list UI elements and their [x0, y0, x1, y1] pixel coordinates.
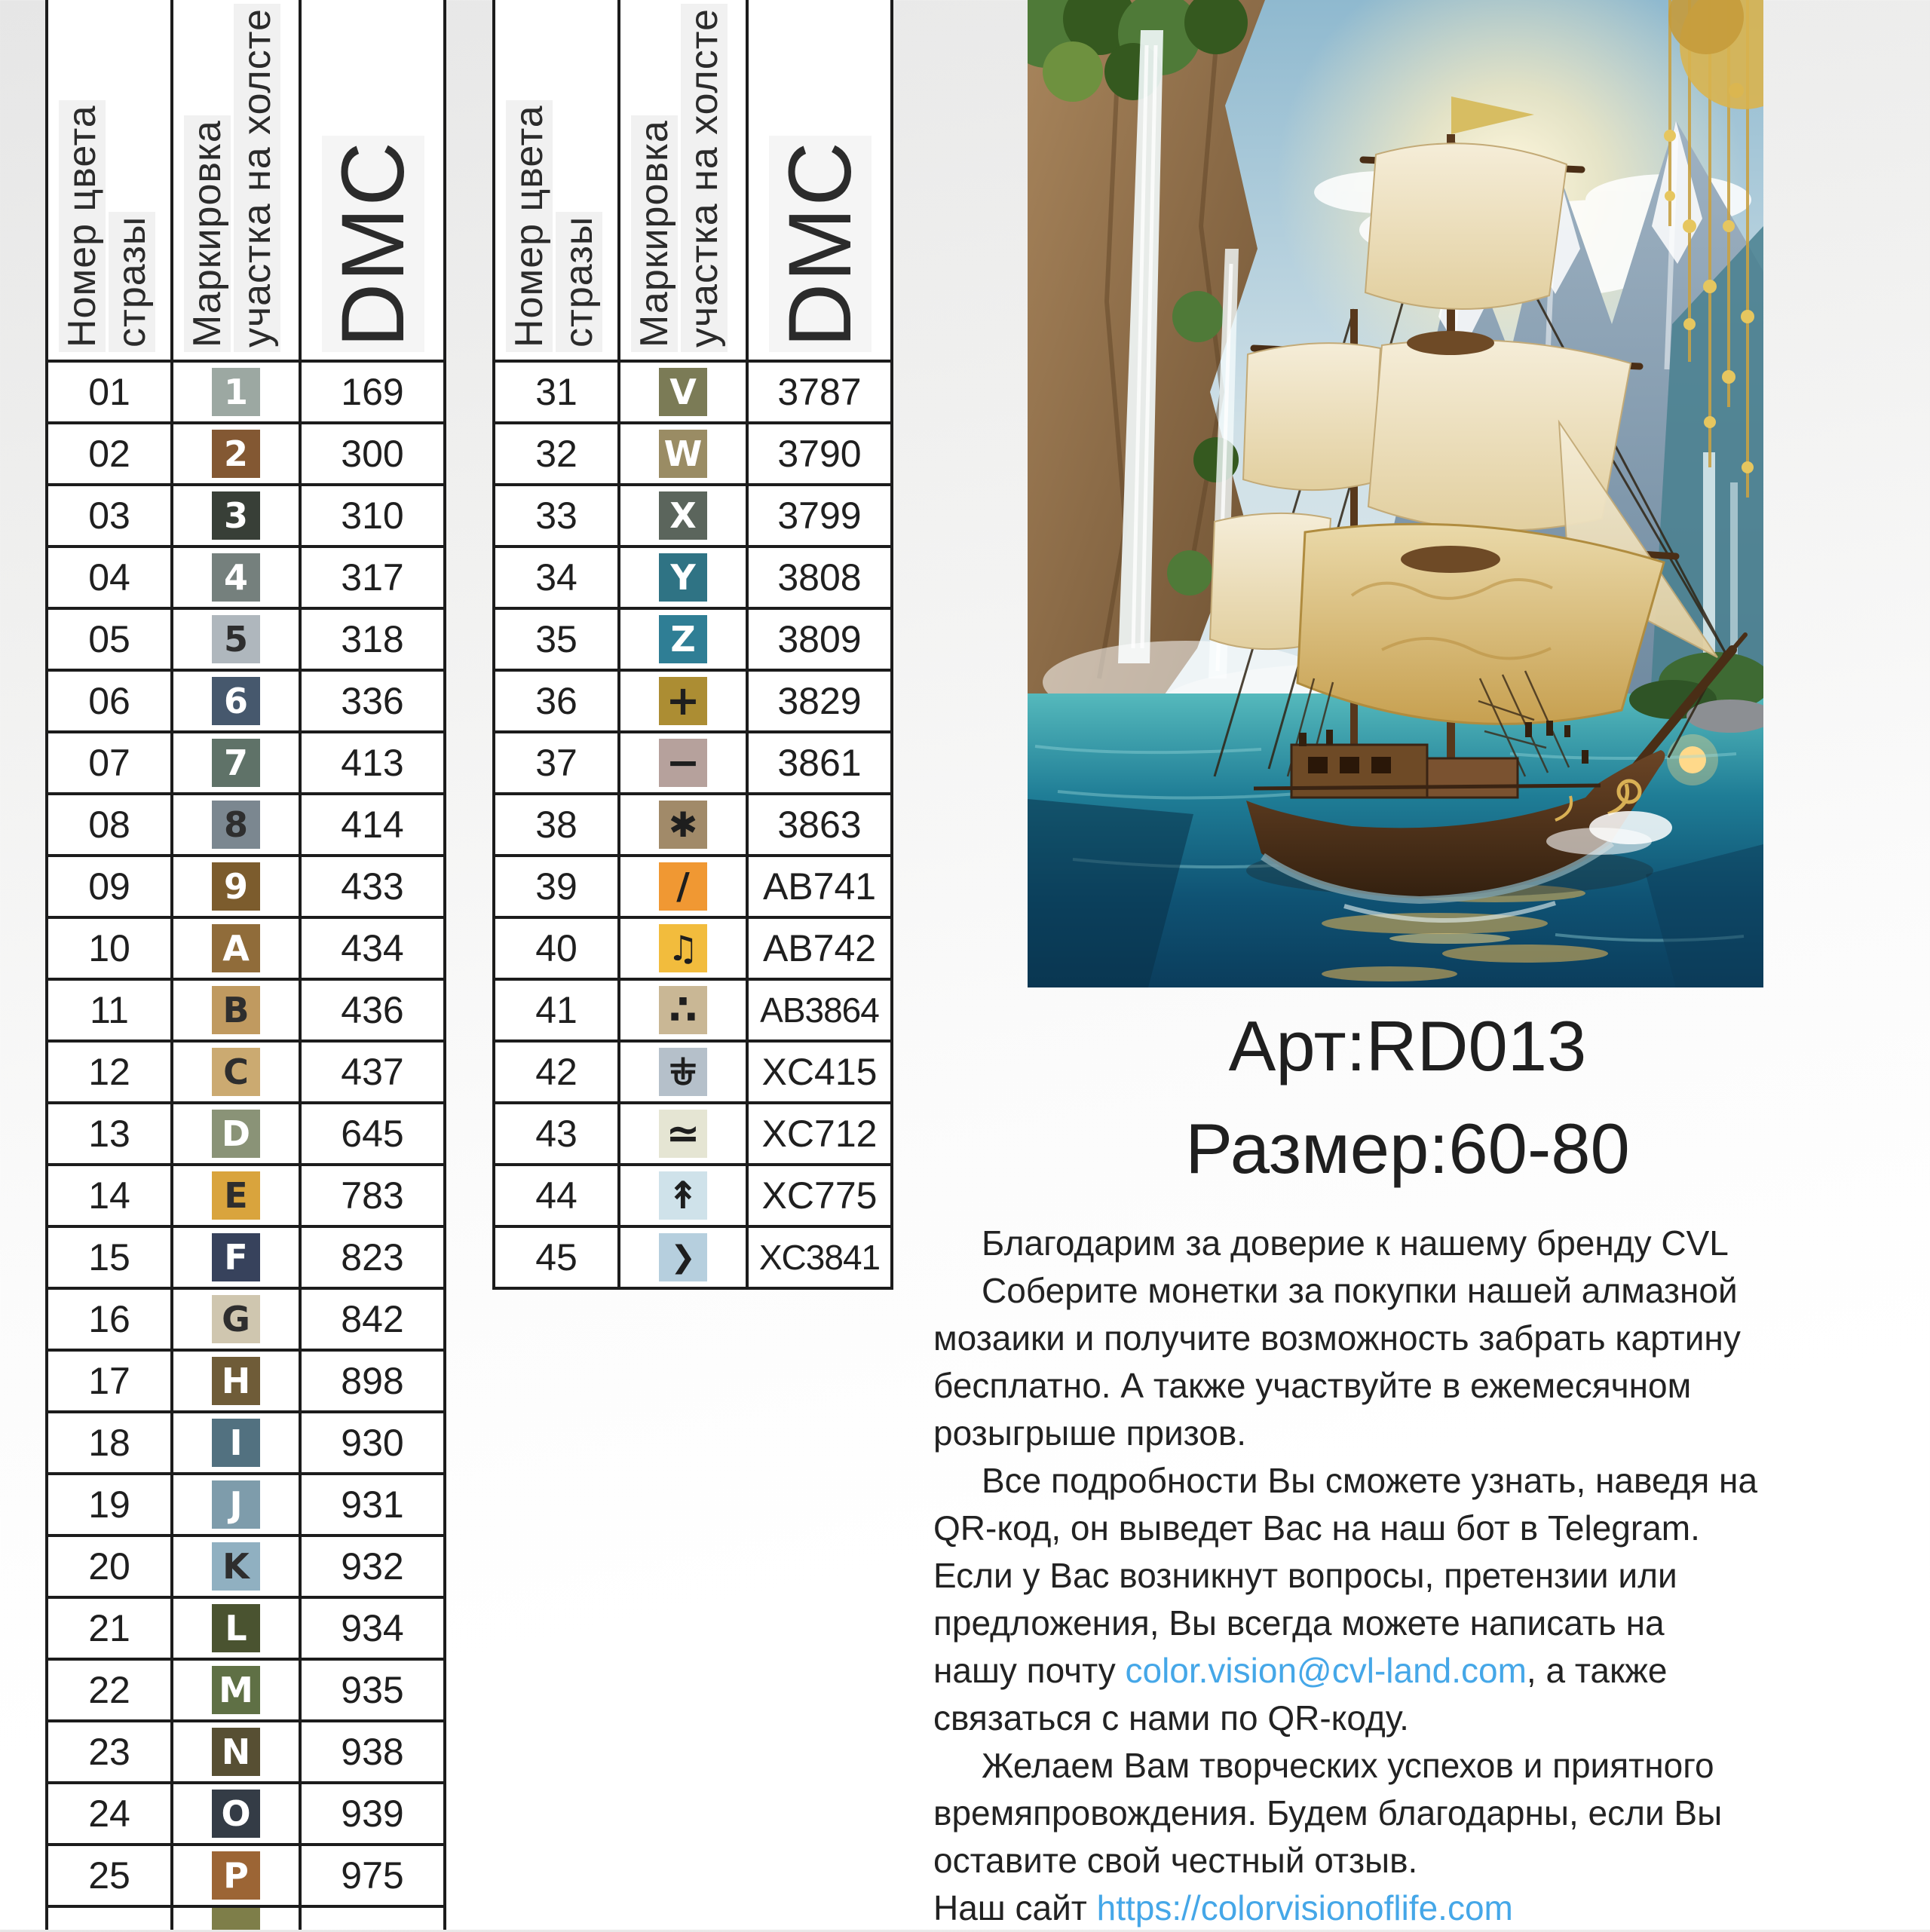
dmc-code-cell: 932 [341, 1545, 404, 1588]
dmc-code-cell: 930 [341, 1422, 404, 1464]
dmc-code-cell: 434 [341, 927, 404, 969]
color-number-cell: 24 [88, 1793, 130, 1835]
header-col1-line1: Номер цвета [59, 100, 106, 352]
table-row [495, 1228, 890, 1290]
symbol-cell [170, 1413, 302, 1472]
description-line [933, 1505, 1882, 1552]
symbol-cell [170, 795, 302, 854]
symbol-cell [617, 1104, 749, 1163]
description-text: бесплатно. А также участвуйте в ежемесячном [933, 1366, 1692, 1405]
table-row [48, 486, 443, 548]
color-number-cell: 41 [535, 989, 577, 1031]
table-row [48, 424, 443, 486]
symbol-cell [170, 1784, 302, 1843]
color-number-cell: 38 [535, 804, 577, 846]
color-number-cell: 22 [88, 1669, 130, 1711]
symbol-cell [170, 1537, 302, 1596]
legend-table-2-body [495, 363, 890, 1290]
table-row [48, 981, 443, 1043]
description-text: мозаики и получите возможность забрать картину [933, 1318, 1741, 1358]
dmc-code-cell: 3829 [777, 680, 862, 722]
table-row [495, 1043, 890, 1104]
header-color-number [48, 0, 170, 360]
symbol-chip: 7 [212, 739, 260, 787]
dmc-code-cell: 975 [341, 1854, 404, 1897]
color-number-cell: 31 [535, 371, 577, 413]
dmc-code-cell: 300 [341, 433, 404, 475]
color-number-cell: 04 [88, 556, 130, 599]
color-number-cell: 02 [88, 433, 130, 475]
legend-table-2 [492, 0, 893, 1290]
description-line [933, 1647, 1882, 1695]
table-row [48, 1104, 443, 1166]
symbol-chip: A [212, 924, 260, 972]
symbol-cell [617, 672, 749, 730]
color-number-cell: 14 [88, 1174, 130, 1217]
symbol-cell [170, 1104, 302, 1163]
table-row [48, 1846, 443, 1908]
color-number-cell: 13 [88, 1113, 130, 1155]
dmc-code-cell: 3787 [777, 371, 862, 413]
table-row [48, 1166, 443, 1228]
header-col3-label: DMC [322, 136, 424, 352]
table-row [48, 795, 443, 857]
header-col2-line2: участка на холсте [234, 4, 280, 352]
symbol-chip: P [212, 1851, 260, 1900]
table-row [48, 1661, 443, 1722]
product-art-code: Арт:RD013 [1228, 1006, 1587, 1085]
dmc-code-cell: 433 [341, 865, 404, 908]
symbol-chip: D [212, 1110, 260, 1158]
color-number-cell: 19 [88, 1483, 130, 1526]
table-row [48, 1413, 443, 1475]
symbol-chip: Y [659, 553, 707, 602]
symbol-chip: ∴ [659, 986, 707, 1034]
symbol-chip: − [659, 739, 707, 787]
symbol-chip: 9 [212, 862, 260, 911]
description-text: нашу почту [933, 1651, 1126, 1690]
dmc-code-cell: AB741 [762, 865, 877, 908]
header-col3-label: DMC [769, 136, 872, 352]
dmc-code-cell: XC3841 [758, 1238, 881, 1277]
dmc-code-cell: 823 [341, 1236, 404, 1278]
dmc-code-cell: AB3864 [760, 990, 879, 1030]
description-text: , а также [1526, 1651, 1668, 1690]
color-number-cell: 40 [535, 927, 577, 969]
color-number-cell: 45 [535, 1236, 577, 1278]
table-row [48, 1043, 443, 1104]
color-number-cell: 37 [535, 742, 577, 784]
color-number-cell: 43 [535, 1113, 577, 1155]
dmc-code-cell: XC415 [761, 1051, 878, 1093]
table-row [48, 363, 443, 424]
tack-icon [659, 1048, 707, 1096]
symbol-cell [617, 1166, 749, 1225]
dmc-code-cell: 783 [341, 1174, 404, 1217]
color-number-cell: 25 [88, 1854, 130, 1897]
dmc-code-cell: 413 [341, 742, 404, 784]
website-link[interactable]: https://colorvisionoflife.com [1096, 1888, 1513, 1927]
description-line [933, 1600, 1882, 1647]
symbol-chip: I [212, 1419, 260, 1467]
symbol-chip: ↟ [659, 1171, 707, 1220]
table-row [48, 733, 443, 795]
dmc-code-cell: 3863 [777, 804, 862, 846]
symbol-chip: J [212, 1480, 260, 1529]
symbol-chip: W [659, 430, 707, 478]
description-text: предложения, Вы всегда можете написать на [933, 1603, 1665, 1643]
description-text: времяпровождения. Будем благодарны, если Вы [933, 1793, 1723, 1832]
color-number-cell: 39 [535, 865, 577, 908]
color-number-cell: 16 [88, 1298, 130, 1340]
symbol-chip: G [212, 1295, 260, 1343]
symbol-cell [617, 981, 749, 1039]
symbol-chip: 2 [212, 430, 260, 478]
color-number-cell: 42 [535, 1051, 577, 1093]
header-dmc [749, 0, 890, 360]
description-line [933, 1790, 1882, 1837]
header-col2-line2: участка на холсте [681, 4, 728, 352]
dmc-code-cell: 645 [341, 1113, 404, 1155]
header-dmc [302, 0, 443, 360]
symbol-cell [170, 1043, 302, 1101]
table-row [495, 486, 890, 548]
symbol-chip: 4 [212, 553, 260, 602]
dmc-code-cell: 842 [341, 1298, 404, 1340]
symbol-cell [170, 1846, 302, 1905]
symbol-cell [617, 424, 749, 483]
symbol-cell [170, 548, 302, 607]
dmc-code-cell: 939 [341, 1793, 404, 1835]
color-number-cell: 20 [88, 1545, 130, 1588]
symbol-cell [170, 1352, 302, 1410]
dmc-code-cell: 3861 [777, 742, 862, 784]
product-description [933, 1220, 1882, 1932]
table-row [495, 981, 890, 1043]
symbol-chip: B [212, 986, 260, 1034]
symbol-chip: 1 [212, 368, 260, 416]
symbol-chip: V [659, 368, 707, 416]
color-number-cell: 03 [88, 494, 130, 537]
symbol-cell [617, 857, 749, 916]
dmc-code-cell: 169 [341, 371, 404, 413]
table-row [48, 1537, 443, 1599]
table-row [495, 919, 890, 981]
color-number-cell: 05 [88, 618, 130, 660]
table-row [48, 1784, 443, 1846]
header-col1-line2: стразы [109, 212, 155, 352]
description-line [933, 1362, 1882, 1410]
table-row [48, 1228, 443, 1290]
description-text: QR-код, он выведет Вас на наш бот в Telegram. [933, 1508, 1700, 1548]
description-text: оставите свой честный отзыв. [933, 1841, 1418, 1880]
symbol-cell [170, 1475, 302, 1534]
description-text: связаться с нами по QR-коду. [933, 1698, 1409, 1738]
description-line [933, 1220, 1882, 1267]
symbol-chip: / [659, 862, 707, 911]
description-line [933, 1742, 1882, 1790]
header-col2-line1: Маркировка [631, 115, 678, 352]
legend-header [48, 0, 443, 363]
dmc-code-cell: 3808 [777, 556, 862, 599]
dmc-code-cell: 310 [341, 494, 404, 537]
symbol-cell [617, 919, 749, 978]
color-number-cell: 32 [535, 433, 577, 475]
symbol-chip: 3 [212, 491, 260, 540]
header-col1-line2: стразы [556, 212, 602, 352]
symbol-cell [170, 1166, 302, 1225]
dmc-code-cell: 898 [341, 1360, 404, 1402]
description-text: Соберите монетки за покупки нашей алмазной [982, 1271, 1738, 1310]
table-row [495, 795, 890, 857]
symbol-cell [617, 548, 749, 607]
color-number-cell: 21 [88, 1607, 130, 1649]
description-text: розыгрыше призов. [933, 1413, 1247, 1453]
symbol-cell [170, 919, 302, 978]
symbol-cell [170, 610, 302, 669]
symbol-cell [170, 1290, 302, 1349]
symbol-cell [170, 1228, 302, 1287]
table-row [48, 610, 443, 672]
table-row [495, 424, 890, 486]
table-row [48, 1352, 443, 1413]
symbol-chip: 6 [212, 677, 260, 725]
dmc-code-cell: 938 [341, 1731, 404, 1773]
ship-waterfall-illustration [1028, 0, 1763, 987]
table-row [48, 1599, 443, 1661]
table-row [495, 1104, 890, 1166]
color-number-cell: 18 [88, 1422, 130, 1464]
legend-header [495, 0, 890, 363]
symbol-chip: + [659, 677, 707, 725]
table-row [48, 1722, 443, 1784]
symbol-cell [617, 1228, 749, 1287]
dmc-code-cell: XC775 [761, 1174, 878, 1217]
description-line [933, 1695, 1882, 1742]
color-number-cell: 15 [88, 1236, 130, 1278]
table-row [495, 610, 890, 672]
product-info [933, 987, 1882, 1932]
header-color-number [495, 0, 617, 360]
symbol-cell [170, 857, 302, 916]
symbol-chip: C [212, 1048, 260, 1096]
color-number-cell: 01 [88, 371, 130, 413]
product-image [1028, 0, 1763, 987]
symbol-chip: 8 [212, 801, 260, 849]
symbol-chip: ❯ [659, 1233, 707, 1281]
email-link[interactable]: color.vision@cvl-land.com [1125, 1651, 1527, 1690]
color-number-cell: 36 [535, 680, 577, 722]
symbol-cell [170, 363, 302, 421]
symbol-chip: L [212, 1604, 260, 1652]
symbol-cell [170, 1722, 302, 1781]
header-col1-line1: Номер цвета [506, 100, 553, 352]
symbol-chip: ♫ [659, 924, 707, 972]
symbol-cell [170, 1661, 302, 1719]
symbol-cell [617, 1043, 749, 1101]
symbol-chip: M [212, 1666, 260, 1714]
table-row [48, 919, 443, 981]
symbol-chip: Z [659, 615, 707, 663]
color-number-cell: 34 [535, 556, 577, 599]
color-number-cell: 44 [535, 1174, 577, 1217]
symbol-chip [212, 1908, 260, 1930]
dmc-code-cell: 934 [341, 1607, 404, 1649]
description-text: Благодарим за доверие к нашему бренду CVL [982, 1223, 1729, 1263]
symbol-chip: K [212, 1542, 260, 1591]
symbol-chip: F [212, 1233, 260, 1281]
dmc-code-cell: XC712 [761, 1113, 878, 1155]
header-col2-line1: Маркировка [184, 115, 231, 352]
description-line [933, 1267, 1882, 1315]
table-row [48, 1475, 443, 1537]
table-row [48, 857, 443, 919]
symbol-chip: O [212, 1790, 260, 1838]
dmc-code-cell: 3799 [777, 494, 862, 537]
description-line [933, 1315, 1882, 1362]
symbol-cell [170, 1599, 302, 1658]
dmc-code-cell: 931 [341, 1483, 404, 1526]
symbol-chip: ✱ [659, 801, 707, 849]
description-line [933, 1837, 1882, 1885]
color-number-cell: 35 [535, 618, 577, 660]
color-number-cell: 17 [88, 1360, 130, 1402]
dmc-code-cell: 437 [341, 1051, 404, 1093]
symbol-cell [170, 981, 302, 1039]
description-text: Все подробности Вы сможете узнать, наведя на [982, 1461, 1758, 1500]
symbol-chip: N [212, 1728, 260, 1776]
table-row-partial [48, 1908, 443, 1930]
symbol-cell [617, 363, 749, 421]
color-number-cell: 08 [88, 804, 130, 846]
symbol-chip: 5 [212, 615, 260, 663]
symbol-chip: H [212, 1357, 260, 1405]
header-canvas-marking [170, 0, 302, 360]
dmc-code-cell: AB742 [762, 927, 877, 969]
description-line [933, 1552, 1882, 1600]
table-row [48, 672, 443, 733]
color-number-cell: 33 [535, 494, 577, 537]
symbol-cell [170, 672, 302, 730]
symbol-cell [170, 424, 302, 483]
symbol-chip: X [659, 491, 707, 540]
table-row [48, 548, 443, 610]
table-row [495, 1166, 890, 1228]
dmc-code-cell: 3790 [777, 433, 862, 475]
description-line [933, 1457, 1882, 1505]
color-number-cell [48, 1908, 170, 1930]
product-size: Размер:60-80 [1185, 1109, 1630, 1188]
symbol-cell [170, 733, 302, 792]
symbol-chip: E [212, 1171, 260, 1220]
color-number-cell: 07 [88, 742, 130, 784]
dmc-code-cell [302, 1908, 443, 1930]
color-number-cell: 11 [90, 989, 129, 1031]
symbol-cell [170, 486, 302, 545]
dmc-code-cell: 336 [341, 680, 404, 722]
description-line [933, 1410, 1882, 1457]
dmc-code-cell: 317 [341, 556, 404, 599]
dmc-code-cell: 318 [341, 618, 404, 660]
symbol-chip: ≃ [659, 1110, 707, 1158]
description-line [933, 1885, 1882, 1932]
color-number-cell: 06 [88, 680, 130, 722]
dmc-code-cell: 436 [341, 989, 404, 1031]
table-row [495, 363, 890, 424]
legend-table-1-body [48, 363, 443, 1908]
color-number-cell: 10 [88, 927, 130, 969]
table-row [495, 672, 890, 733]
table-row [495, 857, 890, 919]
dmc-code-cell: 935 [341, 1669, 404, 1711]
table-row [495, 548, 890, 610]
color-number-cell: 09 [88, 865, 130, 908]
symbol-cell [617, 610, 749, 669]
header-canvas-marking [617, 0, 749, 360]
symbol-cell [170, 1908, 302, 1930]
description-text: Наш сайт [933, 1888, 1097, 1927]
color-number-cell: 23 [88, 1731, 130, 1773]
description-text: Если у Вас возникнут вопросы, претензии или [933, 1556, 1677, 1595]
color-number-cell: 12 [88, 1051, 130, 1093]
description-text: Желаем Вам творческих успехов и приятного [982, 1746, 1714, 1785]
table-row [495, 733, 890, 795]
table-row [48, 1290, 443, 1352]
symbol-cell [617, 486, 749, 545]
symbol-cell [617, 733, 749, 792]
dmc-code-cell: 414 [341, 804, 404, 846]
legend-table-1 [45, 0, 446, 1930]
dmc-code-cell: 3809 [777, 618, 862, 660]
symbol-cell [617, 795, 749, 854]
